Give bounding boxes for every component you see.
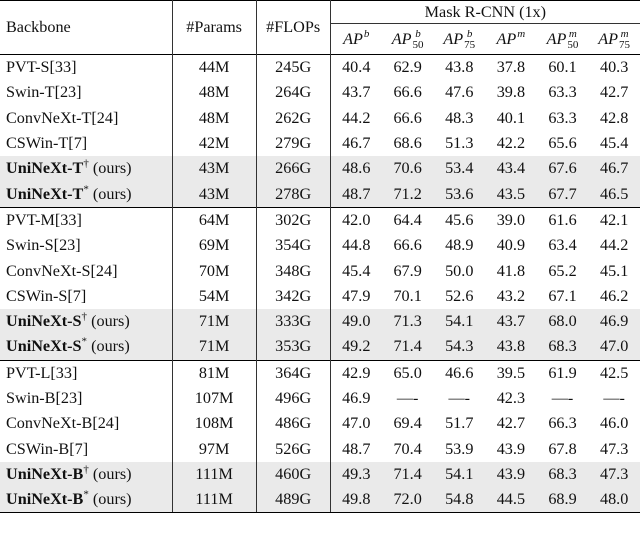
table-row xyxy=(0,181,640,207)
backbone-name: ConvNeXt-B[24] xyxy=(6,414,120,433)
metric-sub xyxy=(517,40,525,51)
table-row xyxy=(0,487,640,513)
metric-sub: 50 xyxy=(567,38,579,51)
metric-sub: 75 xyxy=(619,38,631,51)
metric-cell: 67.1 xyxy=(548,286,577,305)
metric-cell: 42.5 xyxy=(588,360,640,386)
metric-sub: 75 xyxy=(464,38,476,51)
metric-cell: 51.7 xyxy=(445,414,474,433)
backbone-name: CSWin-S[7] xyxy=(6,286,87,305)
backbone-cell xyxy=(0,80,172,105)
table-row xyxy=(0,462,640,487)
backbone-name: CSWin-T[7] xyxy=(6,134,88,153)
metric-cell: 42.8 xyxy=(599,108,629,127)
metric-base: AP xyxy=(496,29,517,48)
backbone-cell xyxy=(0,233,172,258)
metric-cell: 69.4 xyxy=(393,414,422,433)
flops-cell: 496G xyxy=(256,386,330,411)
metric-cell: 42.2 xyxy=(496,134,526,153)
flops-cell: 302G xyxy=(256,207,330,233)
metric-cell: 45.4 xyxy=(342,261,371,280)
flops-cell: 526G xyxy=(256,436,330,461)
header-row-1 xyxy=(0,1,640,24)
table-row xyxy=(0,309,640,334)
metric-sup: b xyxy=(415,27,421,40)
metric-cell: 48.6 xyxy=(330,156,382,181)
params-cell: 69M xyxy=(172,233,256,258)
metric-cell: 68.3 xyxy=(537,334,589,360)
metric-sup: b xyxy=(363,27,370,40)
backbone-name: CSWin-B[7] xyxy=(6,439,89,458)
metric-cell: 43.5 xyxy=(485,181,537,207)
ours-suffix: (ours) xyxy=(88,490,132,509)
metric-cell: 68.9 xyxy=(537,487,589,513)
params-cell: 108M xyxy=(172,411,256,436)
params-cell: 71M xyxy=(172,309,256,334)
params-cell: 42M xyxy=(172,131,256,156)
metric-cell: 68.3 xyxy=(537,462,589,487)
params-cell: 81M xyxy=(172,360,256,386)
metric-cell: 61.9 xyxy=(537,360,589,386)
backbone-name: UniNeXt-S xyxy=(6,312,82,331)
params-cell: 71M xyxy=(172,334,256,360)
metric-cell: 65.6 xyxy=(548,134,577,153)
metric-cell: 44.2 xyxy=(342,108,371,127)
metric-cell: 71.4 xyxy=(382,334,434,360)
metric-cell: 41.8 xyxy=(496,261,526,280)
metric-cell: —- xyxy=(448,389,471,407)
backbone-name: UniNeXt-T xyxy=(6,159,84,178)
backbone-name: PVT-L[33] xyxy=(6,363,78,382)
backbone-cell xyxy=(0,258,172,283)
metric-cell: 46.7 xyxy=(342,134,371,153)
variant-mark: * xyxy=(81,336,88,349)
table-row xyxy=(0,106,640,131)
params-cell: 70M xyxy=(172,258,256,283)
ours-suffix: (ours) xyxy=(88,159,132,178)
table-row xyxy=(0,284,640,309)
metric-base: AP xyxy=(546,29,567,48)
flops-cell: 342G xyxy=(256,284,330,309)
metric-cell: 43.2 xyxy=(496,286,526,305)
backbone-name: PVT-S[33] xyxy=(6,58,77,77)
metric-cell: 48.7 xyxy=(330,181,382,207)
flops-cell: 278G xyxy=(256,181,330,207)
table-row xyxy=(0,156,640,181)
metric-cell: 63.3 xyxy=(548,108,577,127)
metric-cell: 63.4 xyxy=(548,236,577,255)
metric-cell: 49.8 xyxy=(330,487,382,513)
metric-cell: 67.6 xyxy=(537,156,589,181)
metric-cell: 54.8 xyxy=(433,487,485,513)
params-cell: 111M xyxy=(172,462,256,487)
metric-cell: 45.4 xyxy=(599,134,629,153)
params-cell: 48M xyxy=(172,106,256,131)
variant-mark: * xyxy=(83,488,89,501)
metric-cell: 45.1 xyxy=(599,261,629,280)
metric-cell: 54.1 xyxy=(433,462,485,487)
metric-sub xyxy=(364,40,370,51)
params-cell: 97M xyxy=(172,436,256,461)
table-row xyxy=(0,334,640,360)
variant-mark: * xyxy=(83,183,89,196)
params-cell: 107M xyxy=(172,386,256,411)
backbone-name: UniNeXt-B xyxy=(6,464,84,483)
backbone-cell xyxy=(0,411,172,436)
flops-cell: 354G xyxy=(256,233,330,258)
metric-cell: 39.0 xyxy=(485,207,537,233)
table-row xyxy=(0,55,640,81)
backbone-name: PVT-M[33] xyxy=(6,210,82,229)
flops-cell: 333G xyxy=(256,309,330,334)
backbone-cell xyxy=(0,360,172,386)
backbone-cell xyxy=(0,55,172,81)
metric-cell: 48.3 xyxy=(445,108,474,127)
metric-base: AP xyxy=(443,29,464,48)
table-body xyxy=(0,55,640,513)
metric-header-4 xyxy=(537,24,589,55)
metric-cell: 49.2 xyxy=(330,334,382,360)
flops-cell: 489G xyxy=(256,487,330,513)
metric-cell: 43.9 xyxy=(496,439,526,458)
flops-cell: 279G xyxy=(256,131,330,156)
metric-cell: 53.4 xyxy=(433,156,485,181)
metric-cell: 53.6 xyxy=(433,181,485,207)
params-cell: 48M xyxy=(172,80,256,105)
metric-cell: 43.8 xyxy=(485,334,537,360)
flops-cell: 348G xyxy=(256,258,330,283)
table-row xyxy=(0,258,640,283)
metric-cell: 66.6 xyxy=(393,108,422,127)
params-cell: 64M xyxy=(172,207,256,233)
metric-cell: 66.6 xyxy=(393,83,422,102)
backbone-name: Swin-S[23] xyxy=(6,236,81,255)
metric-cell: 40.4 xyxy=(330,55,382,81)
variant-mark: † xyxy=(83,157,89,170)
metric-cell: —- xyxy=(396,389,419,407)
metric-sup: m xyxy=(568,27,577,40)
flops-cell: 486G xyxy=(256,411,330,436)
metric-cell: 72.0 xyxy=(382,487,434,513)
params-cell: 43M xyxy=(172,181,256,207)
metric-cell: 61.6 xyxy=(537,207,589,233)
flops-header: #FLOPs xyxy=(256,1,330,55)
metric-header-2 xyxy=(433,24,485,55)
metric-cell: 43.8 xyxy=(433,55,485,81)
table-row xyxy=(0,131,640,156)
metric-cell: 47.6 xyxy=(445,83,474,102)
metric-sup: m xyxy=(517,27,526,40)
metric-cell: —- xyxy=(603,389,625,407)
metric-header-0 xyxy=(330,24,382,55)
metric-cell: 44.2 xyxy=(599,236,629,255)
metric-cell: 71.4 xyxy=(382,462,434,487)
metric-cell: 42.1 xyxy=(588,207,640,233)
params-cell: 44M xyxy=(172,55,256,81)
metric-cell: 42.0 xyxy=(330,207,382,233)
metric-cell: 46.7 xyxy=(588,156,640,181)
params-cell: 54M xyxy=(172,284,256,309)
metric-cell: 46.5 xyxy=(588,181,640,207)
metric-base: AP xyxy=(343,29,363,48)
metric-base: AP xyxy=(598,29,619,48)
metric-cell: 54.1 xyxy=(433,309,485,334)
metric-cell: 46.0 xyxy=(599,414,629,433)
metric-cell: 42.9 xyxy=(330,360,382,386)
metric-header-5 xyxy=(588,24,640,55)
flops-cell: 264G xyxy=(256,80,330,105)
backbone-cell xyxy=(0,181,172,207)
backbone-name: ConvNeXt-T[24] xyxy=(6,108,119,127)
metric-cell: 40.1 xyxy=(496,108,526,127)
backbone-name: UniNeXt-T xyxy=(6,184,84,203)
metric-cell: 70.1 xyxy=(393,286,422,305)
backbone-name: Swin-B[23] xyxy=(6,389,83,407)
metric-cell: 42.7 xyxy=(599,83,629,102)
metric-cell: 46.6 xyxy=(433,360,485,386)
metric-cell: 37.8 xyxy=(485,55,537,81)
metric-cell: 68.6 xyxy=(393,134,422,153)
metric-base: AP xyxy=(391,29,412,48)
backbone-cell xyxy=(0,487,172,513)
metric-cell: 48.9 xyxy=(445,236,474,255)
backbone-cell xyxy=(0,207,172,233)
metric-cell: 43.7 xyxy=(342,83,371,102)
metric-cell: 44.5 xyxy=(485,487,537,513)
metric-cell: 40.3 xyxy=(588,55,640,81)
metric-cell: 47.3 xyxy=(599,439,629,458)
metric-cell: 40.9 xyxy=(496,236,526,255)
metric-cell: 66.3 xyxy=(548,414,577,433)
metric-cell: 63.3 xyxy=(548,83,577,102)
metric-cell: 43.4 xyxy=(485,156,537,181)
backbone-name: Swin-T[23] xyxy=(6,83,82,102)
metric-cell: 65.2 xyxy=(548,261,577,280)
backbone-name: UniNeXt-B xyxy=(6,490,84,509)
metric-cell: 42.3 xyxy=(496,389,526,407)
metric-cell: 65.0 xyxy=(382,360,434,386)
metric-cell: 39.5 xyxy=(485,360,537,386)
metric-cell: 43.7 xyxy=(485,309,537,334)
metric-sub: 50 xyxy=(412,38,424,51)
backbone-cell xyxy=(0,386,172,411)
variant-mark: † xyxy=(83,463,89,476)
metric-cell: 60.1 xyxy=(537,55,589,81)
metric-cell: 48.0 xyxy=(588,487,640,513)
metric-cell: 47.3 xyxy=(588,462,640,487)
metric-cell: 67.7 xyxy=(537,181,589,207)
metric-cell: 52.6 xyxy=(445,286,474,305)
metric-cell: 71.3 xyxy=(382,309,434,334)
metric-cell: 42.7 xyxy=(496,414,526,433)
table-row xyxy=(0,360,640,386)
metric-sup: b xyxy=(466,27,473,40)
flops-cell: 364G xyxy=(256,360,330,386)
table-row xyxy=(0,436,640,461)
metric-cell: 45.6 xyxy=(433,207,485,233)
ours-suffix: (ours) xyxy=(88,464,132,483)
metric-cell: 49.3 xyxy=(330,462,382,487)
metric-cell: 62.9 xyxy=(382,55,434,81)
table-row xyxy=(0,233,640,258)
metric-cell: 54.3 xyxy=(433,334,485,360)
metric-cell: 46.9 xyxy=(342,389,371,407)
metric-cell: 46.9 xyxy=(588,309,640,334)
metric-cell: 70.4 xyxy=(393,439,422,458)
flops-cell: 266G xyxy=(256,156,330,181)
params-cell: 111M xyxy=(172,487,256,513)
metric-header-3 xyxy=(485,24,537,55)
backbone-cell xyxy=(0,284,172,309)
table-row xyxy=(0,411,640,436)
backbone-cell xyxy=(0,462,172,487)
metric-cell: 43.9 xyxy=(485,462,537,487)
metric-cell: 67.8 xyxy=(548,439,577,458)
backbone-cell xyxy=(0,106,172,131)
metric-cell: 47.0 xyxy=(588,334,640,360)
metric-cell: 47.0 xyxy=(342,414,371,433)
metric-cell: 47.9 xyxy=(342,286,371,305)
table-row xyxy=(0,207,640,233)
backbone-cell xyxy=(0,131,172,156)
metric-cell: 64.4 xyxy=(382,207,434,233)
ours-suffix: (ours) xyxy=(87,337,130,356)
metric-cell: 70.6 xyxy=(382,156,434,181)
backbone-name: ConvNeXt-S[24] xyxy=(6,261,118,280)
metric-cell: 68.0 xyxy=(537,309,589,334)
backbone-name: UniNeXt-S xyxy=(6,337,82,356)
metric-cell: 39.8 xyxy=(496,83,526,102)
flops-cell: 353G xyxy=(256,334,330,360)
metric-sup: m xyxy=(620,27,629,40)
metric-cell: 51.3 xyxy=(445,134,474,153)
flops-cell: 262G xyxy=(256,106,330,131)
mask-rcnn-header: Mask R-CNN (1x) xyxy=(330,1,640,24)
params-header: #Params xyxy=(172,1,256,55)
metric-cell: 67.9 xyxy=(393,261,422,280)
flops-cell: 460G xyxy=(256,462,330,487)
flops-cell: 245G xyxy=(256,55,330,81)
metric-cell: 49.0 xyxy=(330,309,382,334)
metric-cell: 44.8 xyxy=(342,236,371,255)
params-cell: 43M xyxy=(172,156,256,181)
backbone-cell xyxy=(0,156,172,181)
variant-mark: † xyxy=(81,310,88,323)
ours-suffix: (ours) xyxy=(88,184,132,203)
metric-header-1 xyxy=(382,24,434,55)
metric-cell: 50.0 xyxy=(445,261,474,280)
metric-cell: 48.7 xyxy=(342,439,371,458)
ours-suffix: (ours) xyxy=(87,312,130,331)
table-row xyxy=(0,80,640,105)
metric-cell: —- xyxy=(551,389,574,407)
metric-cell: 46.2 xyxy=(599,286,629,305)
metric-cell: 66.6 xyxy=(393,236,422,255)
metric-cell: 71.2 xyxy=(382,181,434,207)
metric-cell: 53.9 xyxy=(445,439,474,458)
backbone-cell xyxy=(0,436,172,461)
table-row xyxy=(0,386,640,411)
backbone-cell xyxy=(0,334,172,360)
backbone-header: Backbone xyxy=(0,1,172,55)
backbone-cell xyxy=(0,309,172,334)
